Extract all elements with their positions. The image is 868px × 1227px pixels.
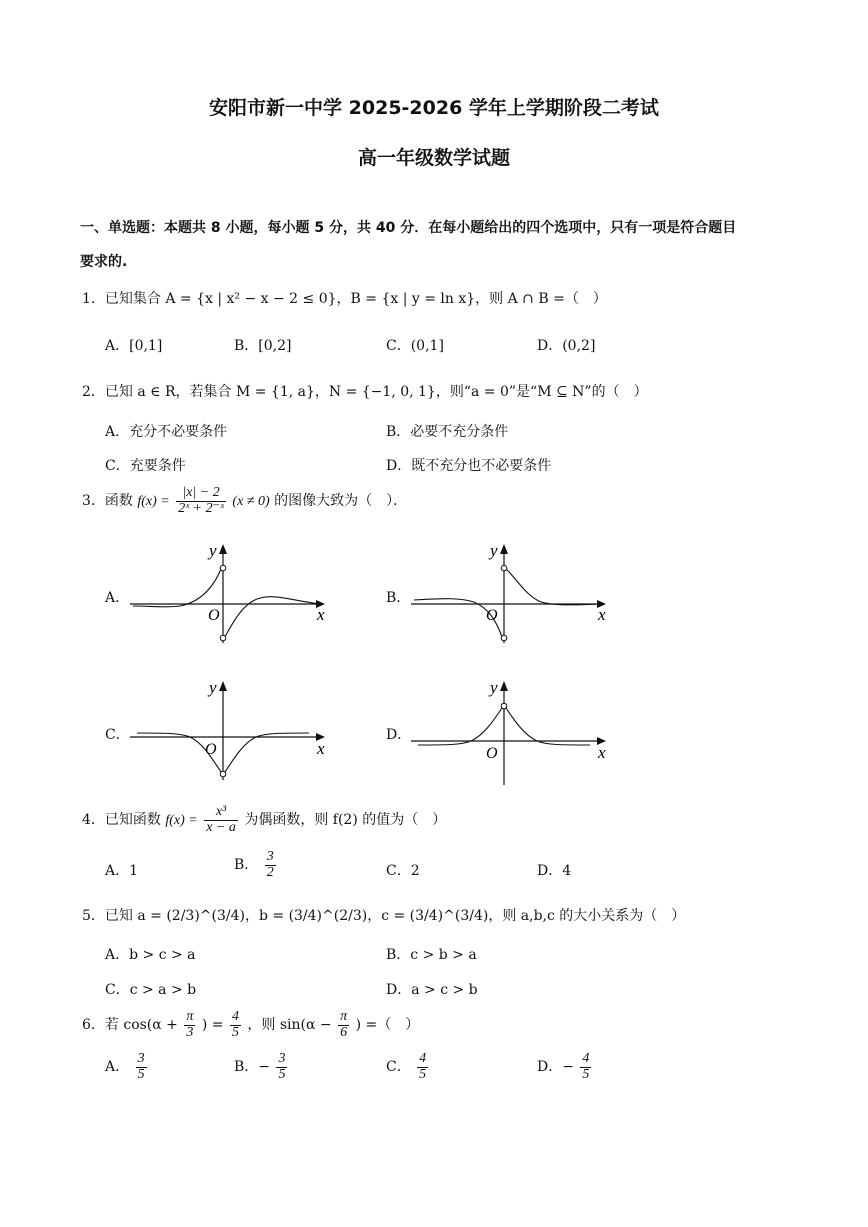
q6-fraction-pi-6 [338,1010,349,1040]
q6-option-d-numerator: 4 [582,1051,590,1066]
q5-option-a[interactable]: A．b > c > a [105,947,196,963]
y-axis-arrow [500,544,508,554]
q1-option-d[interactable]: D．(0,2] [537,338,596,354]
question-6-stem [82,1010,419,1040]
exam-title: 安阳市新一中学 2025-2026 学年上学期阶段二考试 [209,97,659,119]
q2-option-c[interactable]: C．充要条件 [105,458,186,474]
q6-option-c-label: C． [386,1059,411,1076]
q3-stem-prefix: 3．函数 [82,493,133,510]
curve-right [225,597,320,637]
q3-denominator: 2ˣ + 2⁻ˣ [178,500,224,516]
q6-den-2: 6 [340,1024,348,1040]
q6-equals: ) = [201,1017,224,1034]
curve-right [225,733,309,772]
q6-option-d-fraction [580,1052,591,1082]
origin-label: O [205,741,217,758]
q6-option-b-fraction [276,1052,287,1082]
q3-fraction [176,486,226,516]
exam-subtitle: 高一年级数学试题 [357,147,510,169]
q6-option-a-label: A． [105,1059,130,1076]
q6-option-a[interactable] [105,1052,149,1082]
q6-value-numerator: 4 [231,1009,239,1024]
q6-fraction-value [230,1010,241,1040]
q2-option-d[interactable]: D．既不充分也不必要条件 [386,458,552,474]
q6-den-1: 3 [186,1024,194,1040]
y-axis-arrow [219,681,227,691]
q4-function-name: f(x) = [165,813,198,829]
open-point-bottom [220,635,226,641]
q3-option-b-label[interactable]: B． [386,590,411,606]
question-1-stem: 1．已知集合 A = {x | x² − x − 2 ≤ 0}，B = {x | y = ln x}，则 A ∩ B =（ ） [82,291,607,307]
curve-left [133,569,221,607]
q3-condition: (x ≠ 0) [232,494,270,510]
q6-stem-prefix: 6．若 cos(α + [82,1017,178,1034]
question-3-stem [82,486,407,516]
y-axis-label: y [490,678,498,697]
y-axis-arrow [219,544,227,554]
x-axis-label: x [317,739,325,758]
q6-option-d-label: D．− [537,1059,574,1076]
q6-option-b-denominator: 5 [278,1066,286,1082]
q6-option-c-numerator: 4 [419,1051,427,1066]
y-axis-label: y [209,541,217,560]
q3-graph-c[interactable] [125,675,335,785]
origin-label: O [486,607,498,624]
open-point-bottom [501,635,507,641]
q4-numerator: x³ [204,805,238,821]
q5-option-d[interactable]: D．a > c > b [386,982,478,998]
q4-stem-prefix: 4．已知函数 [82,812,161,829]
q1-option-c[interactable]: C．(0,1] [386,338,444,354]
curve-left [418,708,502,745]
q4-option-d[interactable]: D．4 [537,863,572,879]
q3-function-name: f(x) = [137,494,170,510]
q6-option-c-denominator: 5 [419,1066,427,1082]
q3-option-d-label[interactable]: D． [386,727,412,743]
q3-graph-b[interactable] [406,538,616,648]
q2-option-a[interactable]: A．充分不必要条件 [105,424,228,440]
q4-option-b[interactable] [234,850,278,880]
open-point-top [501,565,507,571]
q6-fraction-pi-3 [184,1010,195,1040]
open-point-top [501,703,507,709]
y-axis-label: y [209,678,217,697]
x-axis-label: x [598,605,606,624]
question-4-stem [82,805,446,835]
q1-option-a[interactable]: A．[0,1] [105,338,163,354]
q1-option-b[interactable]: B．[0,2] [234,338,292,354]
q4-option-c[interactable]: C．2 [386,863,420,879]
q6-option-c-fraction [417,1052,428,1082]
q6-option-a-denominator: 5 [137,1066,145,1082]
question-2-stem: 2．已知 a ∈ R，若集合 M = {1, a}，N = {−1, 0, 1}，则“a = 0”是“M ⊆ N”的（ ） [82,384,648,400]
q6-option-a-numerator: 3 [137,1051,145,1066]
q3-option-a-label[interactable]: A． [105,590,130,606]
q3-graph-d[interactable] [406,675,616,787]
q6-option-a-fraction [136,1052,147,1082]
q2-option-b[interactable]: B．必要不充分条件 [386,424,509,440]
q6-stem-middle: ，则 sin(α − [247,1017,332,1034]
curve-right [506,708,590,745]
q4-option-a[interactable]: A．1 [105,863,139,879]
open-point-bottom [220,771,226,777]
q6-option-b-numerator: 3 [278,1051,286,1066]
x-axis-label: x [317,605,325,624]
section-heading-line1: 一、单选题：本题共 8 小题，每小题 5 分，共 40 分．在每小题给出的四个选项中，只有一项是符合题目 [80,220,737,236]
origin-label: O [208,607,220,624]
q4-option-b-numerator: 3 [266,849,274,864]
x-axis-label: x [598,743,606,762]
q4-option-b-denominator: 2 [266,864,274,880]
q6-pi-2: π [340,1009,348,1024]
q4-option-b-label: B． [234,857,259,874]
curve-right [506,569,601,605]
origin-label: O [486,745,498,762]
q3-numerator: |x| − 2 [176,486,226,502]
q6-option-b-label: B．− [234,1059,271,1076]
q6-option-d-denominator: 5 [582,1066,590,1082]
question-5-stem: 5．已知 a = (2/3)^(3/4)，b = (3/4)^(2/3)，c = (3/4)^(3/4)，则 a,b,c 的大小关系为（ ） [82,908,686,924]
q6-pi-1: π [186,1009,194,1024]
q6-option-b[interactable] [234,1052,289,1082]
q4-option-b-fraction [265,850,276,880]
q4-denominator: x − a [206,819,236,835]
section-heading-line2: 要求的. [80,254,128,270]
q3-graph-a[interactable] [125,538,335,648]
open-point-top [220,565,226,571]
q6-option-d[interactable] [537,1052,593,1082]
q4-stem-suffix: 为偶函数，则 f(2) 的值为（ ） [244,812,447,829]
q5-option-b[interactable]: B．c > b > a [386,947,477,963]
q5-option-c[interactable]: C．c > a > b [105,982,197,998]
q6-value-denominator: 5 [231,1024,239,1040]
y-axis-arrow [500,681,508,691]
q3-option-c-label[interactable]: C． [105,727,130,743]
y-axis-label: y [490,541,498,560]
q4-fraction [204,805,238,835]
q6-stem-suffix: ) =（ ） [355,1017,420,1034]
q6-option-c[interactable] [386,1052,430,1082]
q3-stem-suffix: 的图像大致为（ ）． [274,493,408,510]
